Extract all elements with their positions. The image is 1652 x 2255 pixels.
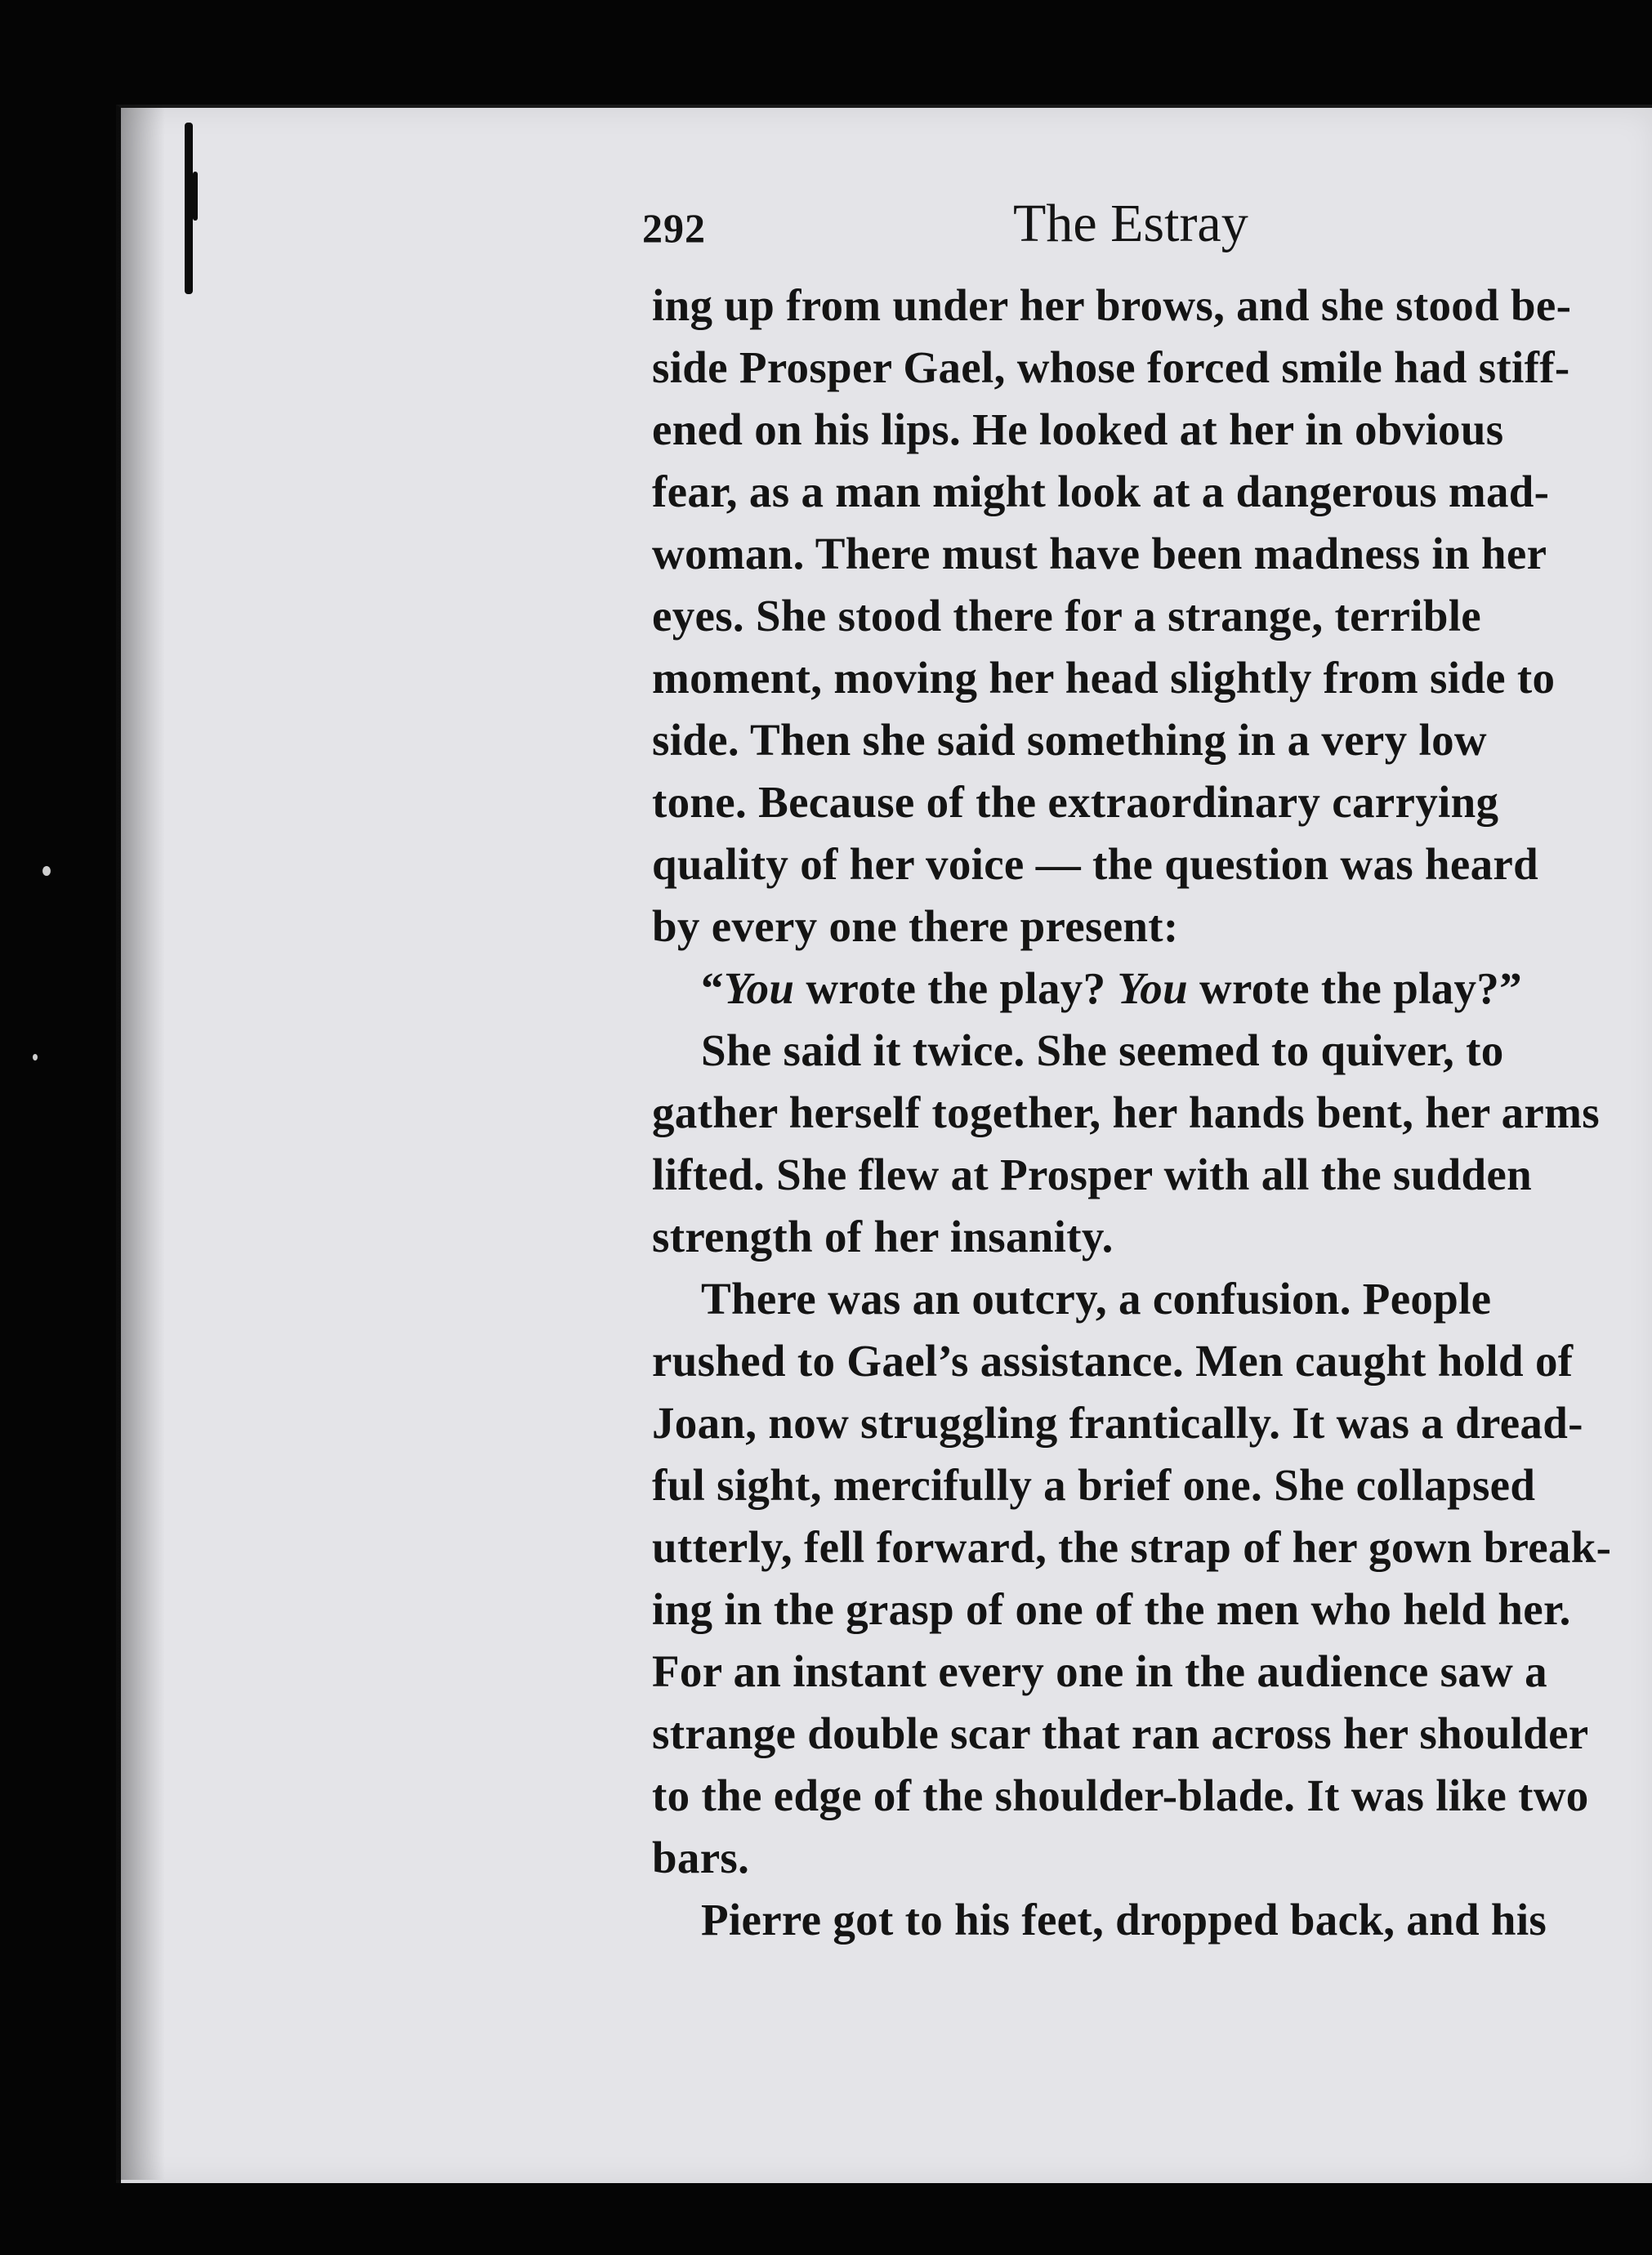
text-line: moment, moving her head slightly from side to <box>652 653 1556 703</box>
text-line: by every one there present: <box>652 901 1179 951</box>
text-line: She said it twice. She seemed to quiver, to <box>701 1025 1504 1075</box>
text-line: rushed to Gael’s assistance. Men caught hold of <box>652 1336 1574 1386</box>
text-line: utterly, fell forward, the strap of her gown break- <box>652 1522 1612 1572</box>
text-line: “You wrote the play? You wrote the play?” <box>701 963 1522 1013</box>
text-line: ful sight, mercifully a brief one. She collapsed <box>652 1460 1536 1510</box>
dust-speck <box>42 866 51 876</box>
dust-speck <box>33 1054 38 1061</box>
text-line: eyes. She stood there for a strange, terrible <box>652 591 1481 641</box>
text-line: side Prosper Gael, whose forced smile had stiff- <box>652 342 1570 392</box>
text-line: tone. Because of the extraordinary carrying <box>652 777 1499 827</box>
text-line: ened on his lips. He looked at her in obvious <box>652 404 1504 454</box>
book-title: The Estray <box>1013 194 1248 253</box>
text-line: There was an outcry, a confusion. People <box>701 1274 1492 1324</box>
text-line: lifted. She flew at Prosper with all the sudden <box>652 1150 1532 1199</box>
text-line: strength of her insanity. <box>652 1212 1114 1261</box>
running-head <box>642 193 1652 266</box>
text-line: Pierre got to his feet, dropped back, and his <box>701 1895 1547 1945</box>
text-line: quality of her voice — the question was heard <box>652 839 1539 889</box>
text-line: strange double scar that ran across her shoulder <box>652 1708 1589 1758</box>
text-line: to the edge of the shoulder-blade. It was like two <box>652 1771 1589 1820</box>
text-line: ing up from under her brows, and she stood be- <box>652 280 1572 330</box>
text-line: ing in the grasp of one of the men who held her. <box>652 1584 1571 1634</box>
binding-mark-small <box>193 172 198 221</box>
text-line: woman. There must have been madness in her <box>652 529 1547 578</box>
text-line: side. Then she said something in a very low <box>652 715 1487 765</box>
text-line: bars. <box>652 1833 750 1882</box>
text-line: For an instant every one in the audience saw a <box>652 1646 1547 1696</box>
text-line: fear, as a man might look at a dangerous mad- <box>652 467 1550 516</box>
text-line: Joan, now struggling frantically. It was a dread- <box>652 1398 1583 1448</box>
binding-mark <box>185 123 193 294</box>
page-number: 292 <box>642 205 706 251</box>
text-line: gather herself together, her hands bent, her arms <box>652 1087 1600 1137</box>
